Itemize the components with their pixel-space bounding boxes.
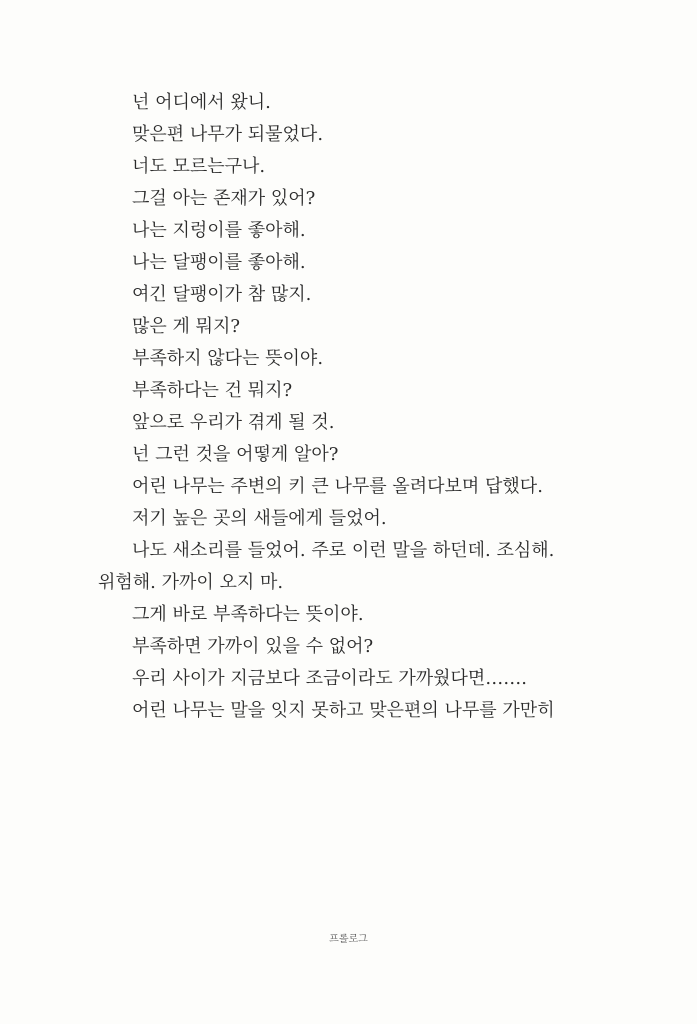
text-line: 어린 나무는 주변의 키 큰 나무를 올려다보며 답했다. [132,476,543,497]
page-body [98,87,578,727]
text-line-continuation: 위험해. 가까이 오지 마. [98,572,284,593]
text-line: 우리 사이가 지금보다 조금이라도 가까웠다면……. [132,668,527,689]
text-line: 맞은편 나무가 되물었다. [132,124,324,145]
text-line: 부족하면 가까이 있을 수 없어? [132,636,374,657]
text-line: 많은 게 뭐지? [132,316,241,337]
text-line: 나도 새소리를 들었어. 주로 이런 말을 하던데. 조심해. [132,540,555,561]
text-line: 너도 모르는구나. [132,156,266,177]
text-line: 앞으로 우리가 겪게 될 것. [132,412,335,433]
text-line: 나는 지렁이를 좋아해. [132,220,306,241]
text-line: 나는 달팽이를 좋아해. [132,252,306,273]
text-line: 넌 어디에서 왔니. [132,92,271,113]
text-line: 그게 바로 부족하다는 뜻이야. [132,604,364,625]
text-line: 저기 높은 곳의 새들에게 들었어. [132,508,387,529]
text-line: 넌 그런 것을 어떻게 알아? [132,444,339,465]
text-line: 어린 나무는 말을 잇지 못하고 맞은편의 나무를 가만히 [132,700,555,721]
text-line: 부족하다는 건 뭐지? [132,380,293,401]
text-line: 부족하지 않다는 뜻이야. [132,348,324,369]
text-line: 그걸 아는 존재가 있어? [132,188,316,209]
running-footer: 프롤로그 [329,934,368,945]
text-line: 여긴 달팽이가 참 많지. [132,284,312,305]
